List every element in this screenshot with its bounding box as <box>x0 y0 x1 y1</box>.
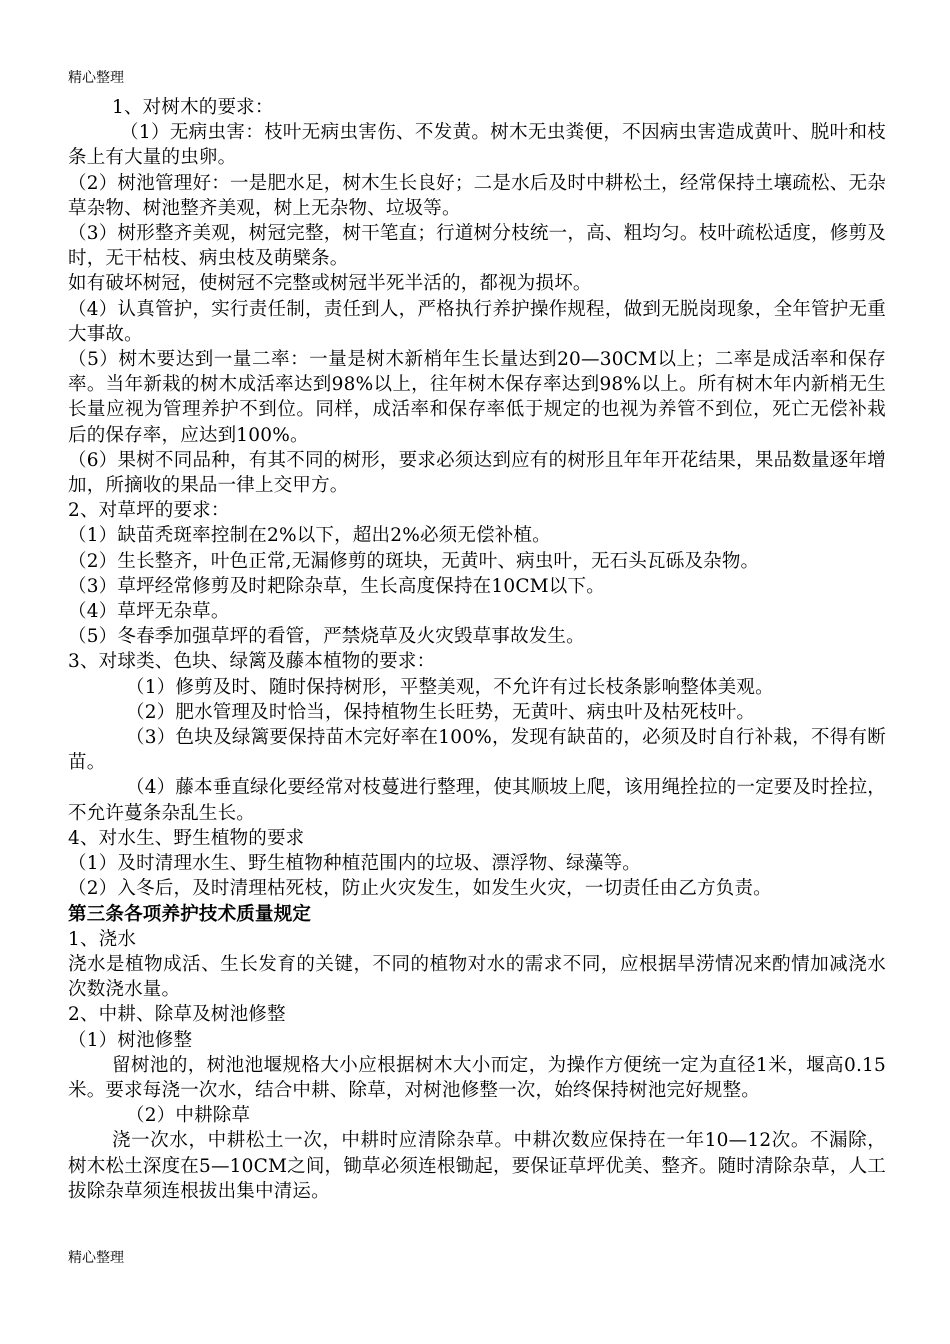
section-heading-lawn: 2、对草坪的要求： <box>68 500 230 522</box>
section-heading-shrubs: 3、对球类、色块、绿篱及藤本植物的要求： <box>68 651 436 673</box>
paragraph: （3）树形整齐美观，树冠完整，树干笔直；行道树分枝统一，高、粗均匀。枝叶疏松适度，修剪及时，无干枯枝、病虫枝及萌檗条。 <box>68 223 886 270</box>
paragraph: （1）及时清理水生、野生植物种植范围内的垃圾、漂浮物、绿藻等。 <box>68 853 641 875</box>
paragraph: （4）认真管护，实行责任制，责任到人，严格执行养护操作规程，做到无脱岗现象，全年管护无重大事故。 <box>68 298 886 345</box>
paragraph: （4）草坪无杂草。 <box>68 601 230 623</box>
paragraph: （1）无病虫害：枝叶无病虫害伤、不发黄。树木无虫粪便，不因病虫害造成黄叶、脱叶和枝条上有大量的虫卵。 <box>68 122 886 169</box>
paragraph: （5）树木要达到一量二率：一量是树木新梢年生长量达到20—30CM以上；二率是成活率和保存率。当年新栽的树木成活率达到98%以上，往年树木保存率达到98%以上。所有树木年内新梢无生长量应视为管理养护不到位。同样，成活率和保存率低于规定的也视为养管不到位，死亡无偿补栽后的保存率，应达到100%。 <box>68 349 886 446</box>
paragraph: （3）色块及绿篱要保持苗木完好率在100%，发现有缺苗的，必须及时自行补栽，不得有断苗。 <box>68 727 886 774</box>
section-heading-weeding: 2、中耕、除草及树池修整 <box>68 1004 286 1026</box>
paragraph: （2）树池管理好：一是肥水足，树木生长良好；二是水后及时中耕松土，经常保持土壤疏松、无杂草杂物、树池整齐美观，树上无杂物、垃圾等。 <box>68 172 886 219</box>
subheading: （2）中耕除草 <box>126 1105 251 1127</box>
paragraph: 留树池的，树池池堰规格大小应根据树木大小而定，为操作方便统一定为直径1米，堰高0.15米。要求每浇一次水，结合中耕、除草，对树池修整一次，始终保持树池完好规整。 <box>68 1054 886 1101</box>
paragraph: （1）缺苗秃斑率控制在2%以下，超出2%必须无偿补植。 <box>68 525 551 547</box>
paragraph: （2）生长整齐，叶色正常,无漏修剪的斑块，无黄叶、病虫叶，无石头瓦砾及杂物。 <box>68 550 760 572</box>
paragraph: （1）修剪及时、随时保持树形，平整美观，不允许有过长枝条影响整体美观。 <box>126 676 774 698</box>
paragraph: （2）入冬后，及时清理枯死枝，防止火灾发生，如发生火灾，一切责任由乙方负责。 <box>68 878 772 900</box>
article-heading: 第三条各项养护技术质量规定 <box>68 903 312 925</box>
paragraph: （5）冬春季加强草坪的看管，严禁烧草及火灾毁草事故发生。 <box>68 626 585 648</box>
paragraph: 浇一次水，中耕松土一次，中耕时应清除杂草。中耕次数应保持在一年10—12次。不漏除，树木松土深度在5—10CM之间，锄草必须连根锄起，要保证草坪优美、整齐。随时清除杂草，人工拔除杂草须连根拔出集中清运。 <box>68 1130 886 1202</box>
paragraph: （3）草坪经常修剪及时耙除杂草，生长高度保持在10CM以下。 <box>68 575 605 597</box>
paragraph: 浇水是植物成活、生长发育的关键，不同的植物对水的需求不同，应根据旱涝情况来酌情加减浇水次数浇水量。 <box>68 953 886 1001</box>
paragraph: 如有破坏树冠，使树冠不完整或树冠半死半活的，都视为损坏。 <box>68 273 592 295</box>
page-footer: 精心整理 <box>68 1250 124 1266</box>
paragraph: （2）肥水管理及时恰当，保持植物生长旺势，无黄叶、病虫叶及枯死枝叶。 <box>126 701 756 723</box>
paragraph: （4）藤本垂直绿化要经常对枝蔓进行整理，使其顺坡上爬，该用绳拴拉的一定要及时拴拉，不允许蔓条杂乱生长。 <box>68 777 886 824</box>
subheading: （1）树池修整 <box>68 1029 193 1051</box>
page-header: 精心整理 <box>68 70 124 86</box>
section-heading-trees: 1、对树木的要求： <box>112 97 274 118</box>
document-body <box>68 95 886 1204</box>
section-heading-aquatic: 4、对水生、野生植物的要求 <box>68 827 305 849</box>
section-heading-watering: 1、浇水 <box>68 928 137 950</box>
paragraph: （6）果树不同品种，有其不同的树形，要求必须达到应有的树形且年年开花结果，果品数量逐年增加，所摘收的果品一律上交甲方。 <box>68 449 886 497</box>
